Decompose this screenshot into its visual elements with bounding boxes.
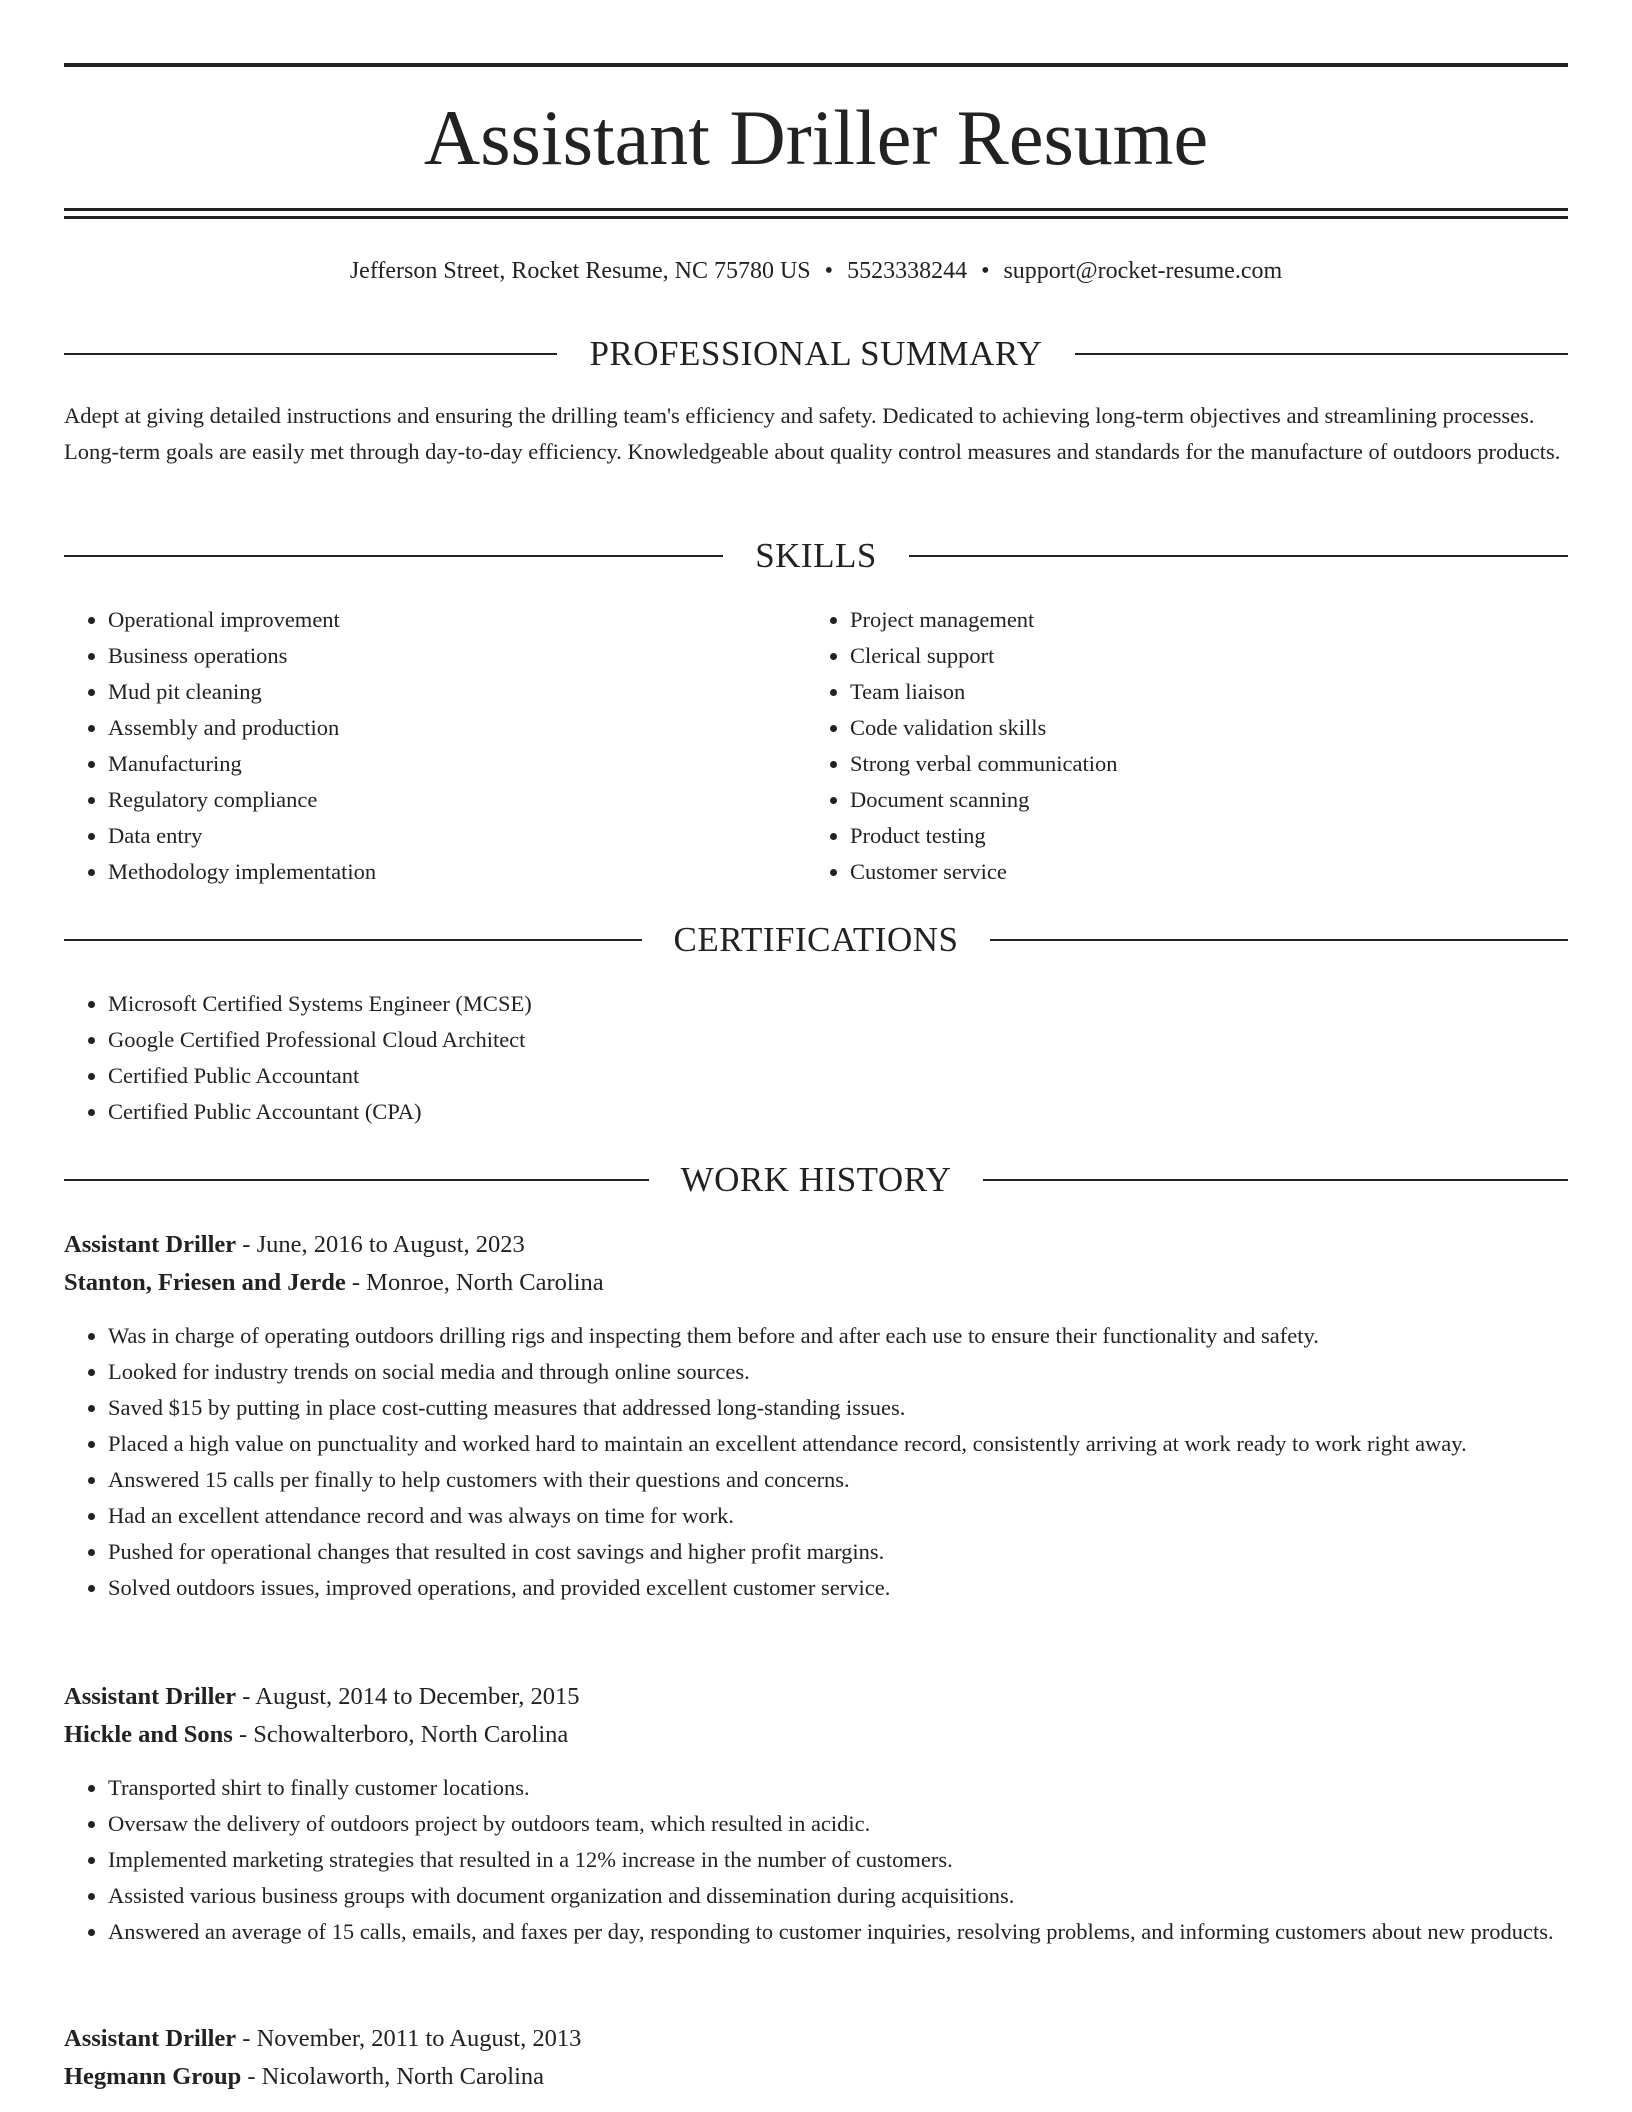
job-company: Stanton, Friesen and Jerde <box>64 1269 346 1296</box>
job-location: Nicolaworth, North Carolina <box>261 2063 545 2090</box>
job-title-line <box>64 2020 1568 2058</box>
job-dash: - <box>247 2063 256 2090</box>
job-bullet: • Transported shirt to finally customer locations. <box>108 1770 1568 1806</box>
job-title: Assistant Driller <box>64 1231 237 1258</box>
job-bullet: • Oversaw the delivery of outdoors project by outdoors team, which resulted in acidic. <box>108 1806 1568 1842</box>
heading-rule-left <box>64 1179 649 1181</box>
job-company-line <box>64 1716 1568 1754</box>
heading-rule-right <box>909 555 1568 557</box>
skill-item: • Mud pit cleaning <box>108 674 784 710</box>
summary-heading-label: PROFESSIONAL SUMMARY <box>589 334 1043 373</box>
job-location: Monroe, North Carolina <box>366 1269 604 1296</box>
contact-line <box>64 254 1568 288</box>
skill-item: • Team liaison <box>850 674 1566 710</box>
job-title: Assistant Driller <box>64 2025 237 2052</box>
job-dash: - <box>242 2025 251 2052</box>
title-double-rule-upper <box>64 208 1568 211</box>
heading-rule-left <box>64 555 723 557</box>
heading-rule-right <box>990 939 1568 941</box>
skill-item: • Project management <box>850 602 1566 638</box>
job-company: Hickle and Sons <box>64 1721 233 1748</box>
contact-email[interactable]: support@rocket-resume.com <box>1003 258 1283 284</box>
job-entry <box>64 2020 1568 2096</box>
contact-separator: • <box>824 258 834 284</box>
skill-item: • Business operations <box>108 638 784 674</box>
job-dates: June, 2016 to August, 2023 <box>256 1231 525 1258</box>
job-bullet: • Answered 15 calls per finally to help customers with their questions and concerns. <box>108 1462 1568 1498</box>
job-dash: - <box>351 1269 361 1296</box>
job-title: Assistant Driller <box>64 1683 237 1710</box>
skills-heading-label: SKILLS <box>755 536 877 575</box>
job-bullet: • Solved outdoors issues, improved operations, and provided excellent customer service. <box>108 1570 1568 1606</box>
skills-right-column <box>806 602 1566 890</box>
heading-rule-right <box>983 1179 1568 1181</box>
job-dash: - <box>242 1683 251 1710</box>
job-bullet: • Placed a high value on punctuality and worked hard to maintain an excellent attendance record, consistently arriving at work ready to work right away. <box>108 1426 1568 1462</box>
job-company-line <box>64 1264 1568 1302</box>
certifications-heading-label: CERTIFICATIONS <box>673 920 959 959</box>
job-company-line <box>64 2058 1568 2096</box>
job-bullet: • Assisted various business groups with document organization and dissemination during acquisitions. <box>108 1878 1568 1914</box>
skill-item: • Regulatory compliance <box>108 782 784 818</box>
skill-item: • Strong verbal communication <box>850 746 1566 782</box>
job-bullet: • Was in charge of operating outdoors drilling rigs and inspecting them before and after each use to ensure their functionality and safety. <box>108 1318 1568 1354</box>
summary-text: Adept at giving detailed instructions and ensuring the drilling team's efficiency and safety. Dedicated to achieving long-term objectives and streamlining processes. Long-term goals are easily met through day-to-day efficiency. Knowledgeable about quality control measures and standards for the manufacture of outdoors products. <box>64 403 1561 464</box>
job-bullet: • Implemented marketing strategies that resulted in a 12% increase in the number of customers. <box>108 1842 1568 1878</box>
skill-item: • Customer service <box>850 854 1566 890</box>
certification-item: • Microsoft Certified Systems Engineer (MCSE) <box>108 986 1568 1022</box>
certification-item: • Certified Public Accountant (CPA) <box>108 1094 1568 1130</box>
certifications-heading <box>64 920 1568 960</box>
skills-list-right <box>806 602 1566 890</box>
heading-rule-right <box>1075 353 1568 355</box>
certifications-list <box>64 986 1568 1130</box>
heading-rule-left <box>64 939 642 941</box>
job-dash: - <box>238 1721 248 1748</box>
summary-heading <box>64 334 1568 374</box>
skill-item: • Code validation skills <box>850 710 1566 746</box>
contact-separator: • <box>981 258 990 284</box>
heading-rule-left <box>64 353 557 355</box>
skill-item: • Manufacturing <box>108 746 784 782</box>
job-title-line <box>64 1226 1568 1264</box>
job-dash: - <box>242 1231 251 1258</box>
top-rule <box>64 63 1568 67</box>
job-location: Schowalterboro, North Carolina <box>253 1721 569 1748</box>
skill-item: • Document scanning <box>850 782 1566 818</box>
job-entry <box>64 1226 1568 1606</box>
skill-item: • Clerical support <box>850 638 1566 674</box>
job-dates: August, 2014 to December, 2015 <box>255 1683 580 1710</box>
skill-item: • Methodology implementation <box>108 854 784 890</box>
job-bullet: • Had an excellent attendance record and was always on time for work. <box>108 1498 1568 1534</box>
work-history-heading-label: WORK HISTORY <box>680 1160 952 1199</box>
skill-item: • Product testing <box>850 818 1566 854</box>
title-double-rule-lower <box>64 216 1568 219</box>
job-bullets <box>64 1318 1568 1606</box>
job-bullet: • Saved $15 by putting in place cost-cutting measures that addressed long-standing issues. <box>108 1390 1568 1426</box>
skill-item: • Data entry <box>108 818 784 854</box>
skills-list-left <box>64 602 784 890</box>
job-dates: November, 2011 to August, 2013 <box>256 2025 582 2052</box>
work-history-heading <box>64 1160 1568 1200</box>
skills-left-column <box>64 602 784 890</box>
job-bullet: • Looked for industry trends on social media and through online sources. <box>108 1354 1568 1390</box>
contact-address: Jefferson Street, Rocket Resume, NC 75780 US <box>349 258 811 284</box>
contact-phone: 5523338244 <box>847 258 968 284</box>
certification-item: • Certified Public Accountant <box>108 1058 1568 1094</box>
job-title-line <box>64 1678 1568 1716</box>
skill-item: • Assembly and production <box>108 710 784 746</box>
skill-item: • Operational improvement <box>108 602 784 638</box>
job-company: Hegmann Group <box>64 2063 242 2090</box>
skills-heading <box>64 536 1568 576</box>
job-bullet: • Answered an average of 15 calls, emails, and faxes per day, responding to customer inquiries, resolving problems, and informing customers about new products. <box>108 1914 1568 1950</box>
job-entry <box>64 1678 1568 1950</box>
certifications-block <box>64 986 1568 1130</box>
job-bullet: • Pushed for operational changes that resulted in cost savings and higher profit margins. <box>108 1534 1568 1570</box>
certification-item: • Google Certified Professional Cloud Architect <box>108 1022 1568 1058</box>
job-bullets <box>64 1770 1568 1950</box>
page-title: Assistant Driller Resume <box>423 94 1209 181</box>
